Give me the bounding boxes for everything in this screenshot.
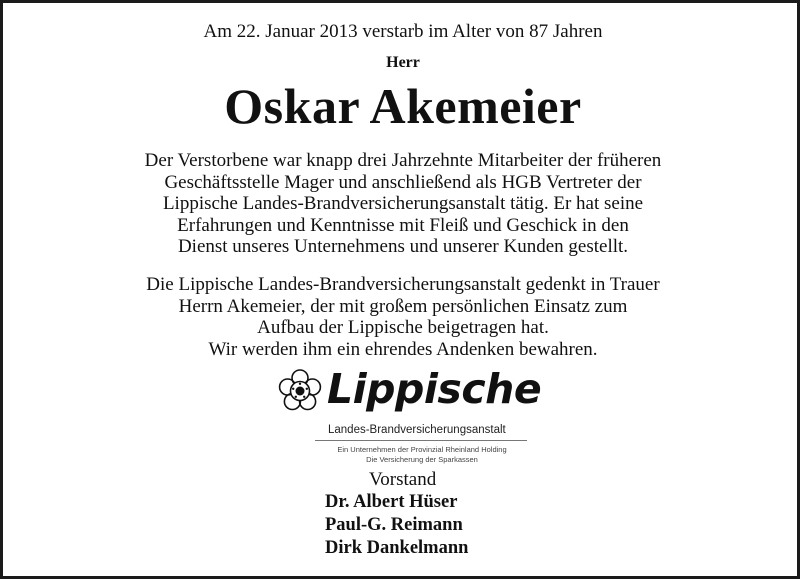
salutation: Herr [386,54,420,71]
text-line: Geschäftsstelle Mager und anschließend als HGB Vertreter der [164,171,642,193]
logo-wordmark: Lippische [327,365,542,413]
logo-subtitle: Landes-Brandversicherungsanstalt [328,424,506,436]
logo-sparkassen-line: Die Versicherung der Sparkassen [366,455,478,464]
board-heading: Vorstand [369,469,437,490]
board-members [325,491,468,560]
logo-holding-line: Ein Unternehmen der Provinzial Rheinland Holding [337,445,507,454]
paragraph-mourning [3,274,800,360]
board-member: Dirk Dankelmann [325,538,469,558]
text-line: Wir werden ihm ein ehrendes Andenken bewahren. [208,338,598,360]
text-line: Dienst unseres Unternehmens und unserer Kunden gestellt. [177,236,629,257]
board-member: Dr. Albert Hüser [325,492,458,512]
rose-icon [277,368,323,414]
text-line: Aufbau der Lippische beigetragen hat. [257,317,549,338]
company-logo [275,365,542,470]
paragraph-tribute [3,150,800,258]
text-line: Lippische Landes-Brandversicherungsanstalt tätig. Er hat seine [162,193,644,214]
deceased-name: Oskar Akemeier [224,78,582,134]
text-line: Der Verstorbene war knapp drei Jahrzehnte Mitarbeiter der früheren [144,150,662,171]
intro-line: Am 22. Januar 2013 verstarb im Alter von 87 Jahren [203,21,603,42]
text-line: Erfahrungen und Kenntnisse mit Fleiß und Geschick in den [177,214,629,236]
text-line: Herrn Akemeier, der mit großem persönlichen Einsatz zum [178,295,628,317]
board-member: Paul-G. Reimann [325,515,463,535]
logo-divider [315,440,527,441]
text-line: Die Lippische Landes-Brandversicherungsanstalt gedenkt in Trauer [146,274,660,295]
